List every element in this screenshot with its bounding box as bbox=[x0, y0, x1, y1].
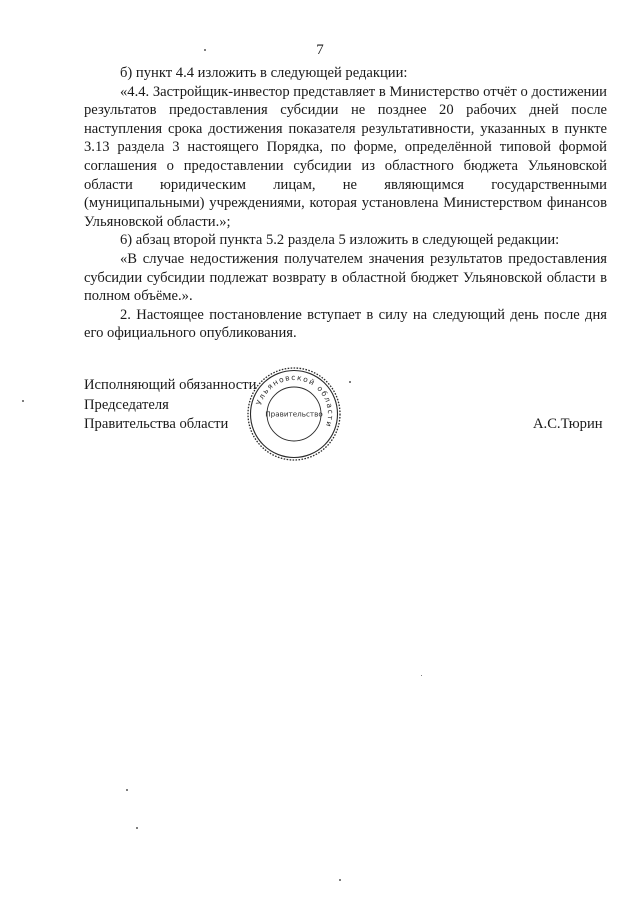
signatory-title bbox=[84, 376, 256, 435]
signatory-title-line-3: Правительства области bbox=[84, 416, 229, 432]
signatory-title-line-1: Исполняющий обязанности bbox=[84, 377, 257, 393]
document-body bbox=[84, 64, 607, 343]
paragraph-quote-5-2: «В случае недостижения получателем значения результатов предоставления субсидии субсидии подлежат возврату в областной бюджет Ульяновской области в полном объёме.». bbox=[84, 250, 607, 305]
scan-speck bbox=[204, 49, 206, 51]
scan-speck bbox=[349, 381, 351, 383]
seal-center-text: Правительство bbox=[265, 409, 323, 419]
signatory-name: А.С.Тюрин bbox=[533, 416, 603, 432]
scan-speck bbox=[339, 879, 341, 881]
scan-speck bbox=[136, 827, 138, 829]
paragraph-quote-4-4: «4.4. Застройщик-инвестор представляет в Министерство отчёт о достижении результатов предоставления субсидии не позднее 20 рабочих дней после наступления срока достижения показателя результативности, указанных в пункте 3.13 раздела 3 настоящего Порядка, по форме, определённой типовой формой соглашения о предоставлении субсидии из областного бюджета Ульяновской области юридическим лицам, не являющимся государственными (муниципальными) учреждениями, которая установлена Министерством финансов Ульяновской области.»; bbox=[84, 83, 607, 230]
paragraph-item-6: 6) абзац второй пункта 5.2 раздела 5 изложить в следующей редакции: bbox=[120, 232, 560, 249]
scan-speck bbox=[126, 789, 128, 791]
seal-ring-text: Ульяновской области bbox=[254, 372, 336, 430]
page-number: 7 bbox=[316, 42, 324, 58]
paragraph-item-b: б) пункт 4.4 изложить в следующей редакции: bbox=[120, 65, 408, 81]
official-seal-icon bbox=[246, 366, 342, 462]
signatory-title-line-2: Председателя bbox=[84, 396, 169, 413]
scan-speck bbox=[421, 675, 422, 676]
scan-speck bbox=[22, 400, 24, 402]
paragraph-enactment: 2. Настоящее постановление вступает в силу на следующий день после дня его официального опубликования. bbox=[84, 306, 607, 342]
